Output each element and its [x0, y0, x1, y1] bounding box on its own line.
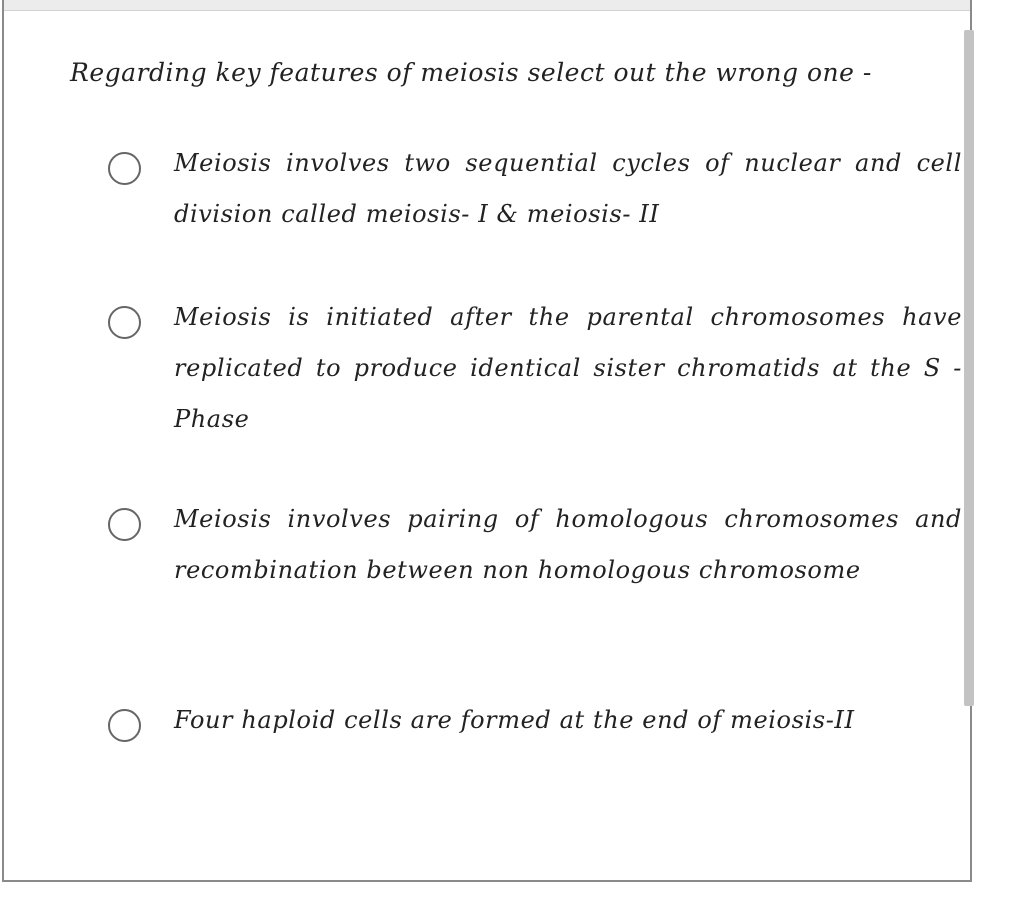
option-2-text: Meiosis is initiated after the parental chromosomes have replicated to produce identical sister chromatids at the S - Phase: [174, 303, 962, 433]
radio-button-icon[interactable]: [108, 306, 141, 339]
question-card: [2, 0, 972, 882]
radio-button-icon[interactable]: [108, 152, 141, 185]
radio-button-icon[interactable]: [108, 508, 141, 541]
radio-button-icon[interactable]: [108, 709, 141, 742]
card-top-strip: [4, 0, 970, 11]
option-3-text: Meiosis involves pairing of homologous chromosomes and recombination between non homologous chromosome: [174, 505, 962, 584]
question-text: Regarding key features of meiosis select out the wrong one -: [70, 58, 872, 87]
option-1-text: Meiosis involves two sequential cycles of nuclear and cell division called meiosis- I & meiosis- II: [174, 149, 962, 228]
option-4-text: Four haploid cells are formed at the end of meiosis-II: [174, 706, 855, 734]
vertical-scrollbar[interactable]: [964, 30, 974, 706]
